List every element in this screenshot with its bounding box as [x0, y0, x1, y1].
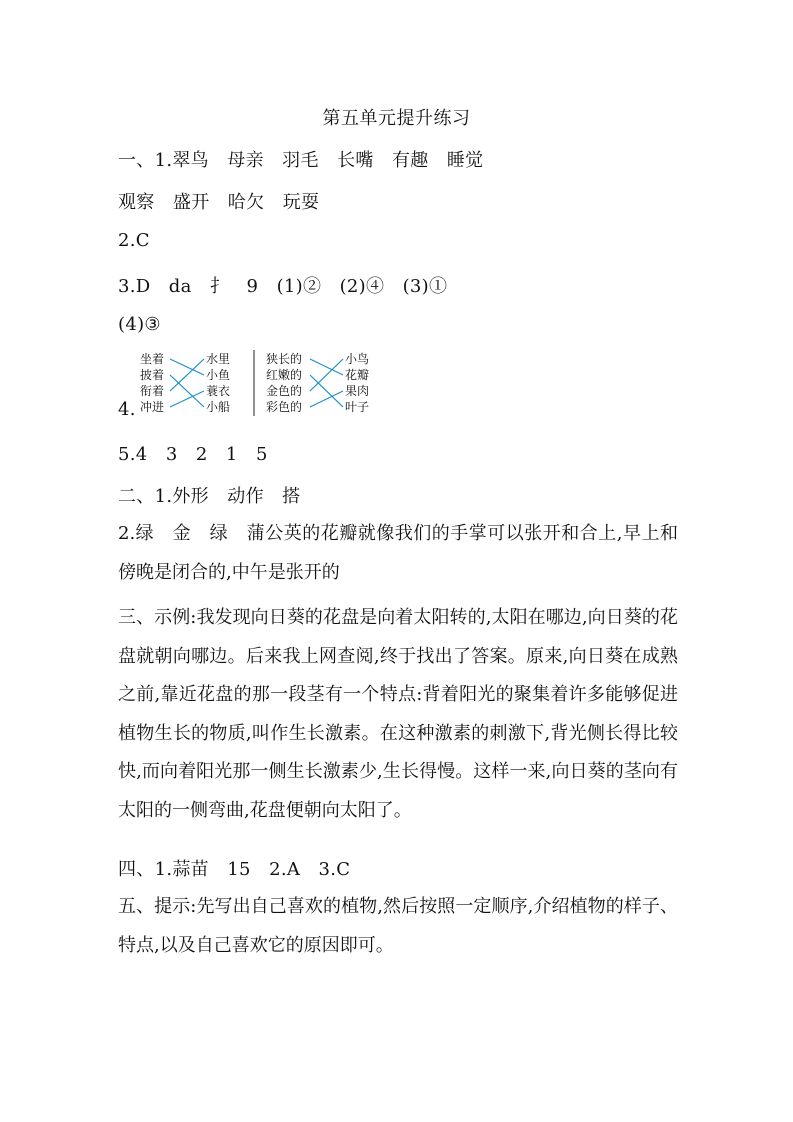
matching-right-noun: 花瓣: [345, 368, 370, 382]
matching-left-verb: 披着: [140, 368, 165, 382]
answer-1-5: 5.4 3 2 1 5: [118, 444, 268, 465]
matching-right-noun: 叶子: [345, 400, 370, 414]
answer-2-2: 2.绿 金 绿 蒲公英的花瓣就像我们的手掌可以张开和合上,早上和傍晚是闭合的,中午是张开的: [118, 523, 678, 583]
matching-left-verb: 冲进: [140, 400, 165, 414]
answer-5-paragraph: 五、提示:先写出自己喜欢的植物,然后按照一定顺序,介绍植物的样子、特点,以及自己喜欢它的原因即可。: [118, 896, 678, 956]
matching-right-adjective: 红嫩的: [266, 368, 303, 382]
matching-left-verb: 衔着: [140, 384, 165, 398]
matching-right-adjective: 金色的: [266, 384, 303, 398]
answer-1-2: 2.C: [118, 230, 150, 251]
matching-right-adjective: 狭长的: [266, 352, 303, 366]
answer-3-paragraph: 三、示例:我发现向日葵的花盘是向着太阳转的,太阳在哪边,向日葵的花盘就朝向哪边。后来我上网查阅,终于找出了答案。原来,向日葵在成熟之前,靠近花盘的那一段茎有一个特点:背着阳光的聚集着许多能够促进植物生长的物质,叫作生长激素。在这种激素的刺激下,背光侧长得比较快,而向着阳光那一侧生长激素少,生长得慢。这样一来,向日葵的茎向有太阳的一侧弯曲,花盘便朝向太阳了。: [118, 607, 678, 821]
matching-right-noun: 小鸟: [345, 352, 370, 366]
answer-1-4-label: 4.: [118, 399, 136, 420]
matching-left-noun: 小船: [206, 400, 231, 414]
answer-1-1-line2: 观察 盛开 哈欠 玩耍: [118, 192, 320, 213]
matching-left-noun: 水里: [206, 352, 231, 366]
answer-1-3-line1: 3.D da 扌 9 (1)② (2)④ (3)①: [118, 276, 448, 297]
page-title: 第五单元提升练习: [322, 108, 471, 129]
answer-4: 四、1.蒜苗 15 2.A 3.C: [118, 859, 351, 880]
answer-1-3-line2: (4)③: [118, 314, 161, 335]
answer-2-1: 二、1.外形 动作 搭: [118, 486, 301, 507]
matching-left-noun: 小鱼: [206, 368, 231, 382]
matching-right-noun: 果肉: [345, 384, 370, 398]
matching-left-noun: 蓑衣: [206, 384, 231, 398]
matching-diagram: [138, 350, 388, 420]
answer-1-1-line1: 一、1.翠鸟 母亲 羽毛 长嘴 有趣 睡觉: [118, 150, 484, 171]
matching-right-adjective: 彩色的: [266, 400, 303, 414]
matching-left-verb: 坐着: [140, 352, 165, 366]
